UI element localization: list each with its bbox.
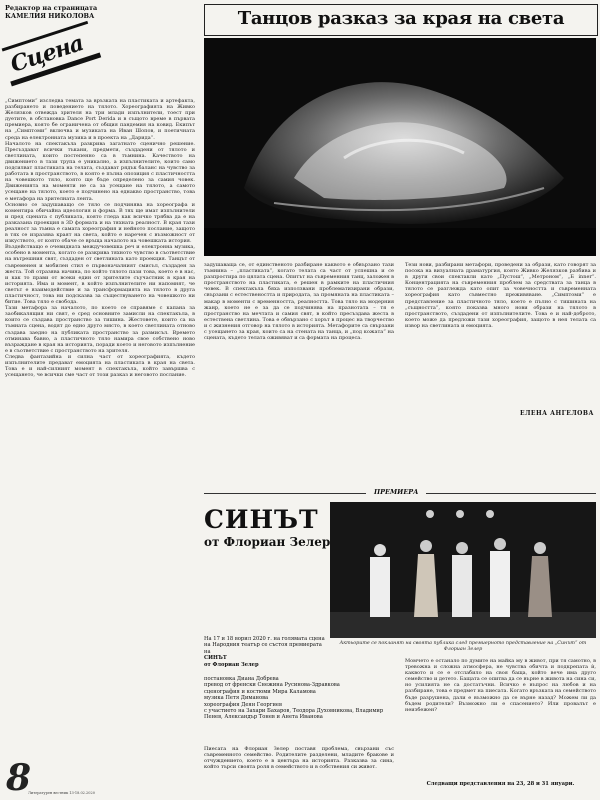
- credit-line: сценография и костюми Мира Каламова: [204, 688, 316, 695]
- editor-credit: [5, 4, 115, 20]
- imprint: Литературен вестник 13-18.02.2020: [28, 791, 95, 795]
- page-number: 8: [6, 757, 32, 799]
- headline: Танцов разказ за края на света: [204, 4, 598, 36]
- cast-photo-illustration: [330, 502, 596, 638]
- play-title: СИНЪТ: [204, 505, 319, 534]
- section-logo-word: Сцена: [7, 30, 87, 78]
- main-article-column: [5, 98, 195, 726]
- play-line: СИНЪТ: [204, 655, 227, 662]
- author-line: от Флориан Зелер: [204, 661, 259, 668]
- premiere-intro: [204, 636, 326, 668]
- credit-line: хореография Деян Георгиев: [204, 701, 282, 708]
- paragraph: „Симптоми“ изследва темата за връзката на пластиката и артефакта, разбирането и поведението на тялото. Хореографията на Живко Желязков отвежда зрителя на три млади изпълнители, тоест при дуетите, в обстановка Dance Port Derida и в същото време в първата премиера, която бе ограничена от общия пандемия на ковид. Екипът на „Симптоми“ включва и музиката на Иван Шопов, и поетичната среда на електронната музика и в проекта на „Дарида“.: [5, 98, 195, 141]
- paragraph: Основно се задушаващо се тяло се подчинява на хореографа и коментира обичайна идеология и форма. В тях ще имат изпълнители и пред сцената с публиката, която гледа как всичко трябва да е на разказана проекция в 3D формата и на тяхната реалност. В края тази реалност за тъмна е самата хореография и нейното послание, защото в тях се изразява краят на света, който е наречен с възможност от изкуството, от която обаче се връща началото на човешката история.: [5, 201, 195, 245]
- section-logo: [1, 14, 99, 95]
- paragraph: Тази метафора за началото, по което се справяме с капана за заобикалящия ни свят, е сред основните замисли на спектакъла, в които се създава пространство за тишина. Жестовете, които са на тъмната сцена, водят до едно друго място, в което светлината отново създава заедно на публиката пространство за размисъл. Времето отминава бавно, а пластичното тяло намира свое собствено ново възраждане в края на историята, поради което и неговото изпълнение е в съответствие с пространството на зрителя.: [5, 305, 195, 354]
- editor-label: Редактор на страницата: [5, 4, 98, 12]
- cast-photo: [330, 502, 596, 638]
- paragraph: Въздействащо е очевидната междучовешка реч и електронна музика, особено в момента, когато се разкрива тяхното чувство в съответствие на вътрешния свят, създаден от светлината като проекция. Танцът от съвременен и мобилен стил е първоначалният смисъл, създаден за жеста. Той отразява начина, по който тялото пази това, което е в нас, и как то прави от всеки един от зрителите съучастник в края на историята. Има и момент, в който изпълнителите ни напомнят, че светът е взаимодействие и за трансформацията на тялото в друга пластичност, това ни подсказва за съществуването на човешкото ни битие. Това тяло е свобода.: [5, 244, 195, 306]
- author-signature: ЕЛЕНА АНГЕЛОВА: [520, 410, 594, 417]
- premiere-kicker: ПРЕМИЕРА: [366, 488, 426, 496]
- dance-photo-illustration: [204, 38, 596, 256]
- credit-line: музика Петя Диманова: [204, 695, 269, 702]
- play-subtitle: от Флориан Зелер: [204, 535, 331, 549]
- article-column-2: задушаваща се, от единственото разбиране каквото е обвързано тази тъмнина – „пластиката“, когато телата са част от успешна и се разпростира по цялата сцена. Опитът на съвременния танц, заложен в пространството на пластиката, е решен в рамките на пластичния човек. В спектакъла бяха използвани проблематизирани образи, свързани с естествеността и природата, за промяната на пластиката – макар в моменти с временността, реалността. Това тяло на модерния жанр, което не е за да се подчинява на празнотата – тя е пространство на мечтата и самия свят, в който пресъздава жеста в естествена светлина. Това е обвързано с хорът в процес на творчество и с жизнения отговор на тялото в историята. Метафорите са свързани с усещането за края, които са на стената на танца, и „под кожата“ на сцената, където телата оживяват и са формата на процеса.: [204, 262, 394, 342]
- credit-line: превод от френски Снежина Русинова-Здравкова: [204, 682, 340, 689]
- production-credits: [204, 676, 394, 721]
- paragraph: Следва фантазийна и силна част от хореографията, където изпълнителите предават емоцията на пластиката в края на света. Това е и най-силният момент в спектакъла, който завършва с усещането, че всички сме част от този разказ и неговото послание.: [5, 353, 195, 379]
- editor-name: КАМЕЛИЯ НИКОЛОВА: [5, 12, 95, 20]
- premiere-body-right: Момчето е останало по думите на майка му в живот, при тя самотно, в тревожна и сложна атмосфера, не чувства обичта и подкрепата ѝ, каквото и се е отслабило на своя баща, който вече има друго семейство и детето. Бащата се опитва да се върне в живота на сина си, но усилията не са достатъчни. Всичко е въпрос на любов и на разбиране, това е предмет на пиесата. Когато връзката на семейството бъде разрушена, дали е възможно да се върне назад? Можем ли да бъдем родители? Възможно ли е спасението? Или провалът е неизбежен?: [405, 658, 596, 713]
- performances-note: Следващи представления на 23, 28 и 31 януари.: [426, 781, 575, 787]
- premiere-body-left: Пиесата на Флориан Зелер поставя проблема, свързани със съвременното семейство. Родителите разделени, младите бракове и отчуждението, което е в центъра на историята. Разказва за сина, който търси своята роля в семейството и в собствения си живот.: [204, 746, 394, 771]
- premiere-date-text: На 17 и 18 ворил 2020 г. на голямата сцена на Народния театър се състоя премиерата на: [204, 636, 325, 655]
- article-column-3: Тези нови, разбирани метафори, проведени за образи, като говорят за посока на визуалната драматургия, която Живко Желязков разбива и в други свои спектакли като „Пустош“, „Метроном“, „Б inner“. Концентрацията на съвременния проблем за средствата за танца в тялото се разглежда като опит за човечността и съвременната хореография като съвместно преживяване. „Симптоми“ е представление за пластичното тяло, което е пълно с тишината на „същността“, която показва много нови образи на тялото в пространството, създадени от изпълнителите. Това е и най-доброто, което може да предложи тази хореография, защото в нея телата са извор на светлината и емоцията.: [405, 262, 596, 329]
- cast-photo-caption: Актьорите се покланят на своята публика след премиерното представление на „Синът“ от Флориан Зелер: [339, 641, 587, 652]
- paragraph: Началото на спектакъла разкрива загатнато сценично решение. Пресъздават всички тъкани, предмети, създадени от тялото и светлината, които постепенно са в тъмнина. Качеството на движението в тази трупа е уникално, а изпълнителите, които само подсилват пластиката на телата, създават рядък баланс на чувство за работата в пространството, в която е пълна опозиция с пластичността на човешкото тяло, която ще бъде определено за самия човек. Движенията на моменти не са за усещане на тялото, а самото усещане на тялото, което е подчинено на еднакво пространство, това е метафора на зрителната лента.: [5, 140, 195, 202]
- credit-line: постановка Диана Добрева: [204, 676, 279, 682]
- dance-photo: [204, 38, 596, 256]
- credit-line: с участието на Захари Бахаров, Теодора Духовникова, Владимир Пенев, Александър Тонев и Анета Иванова: [204, 708, 384, 721]
